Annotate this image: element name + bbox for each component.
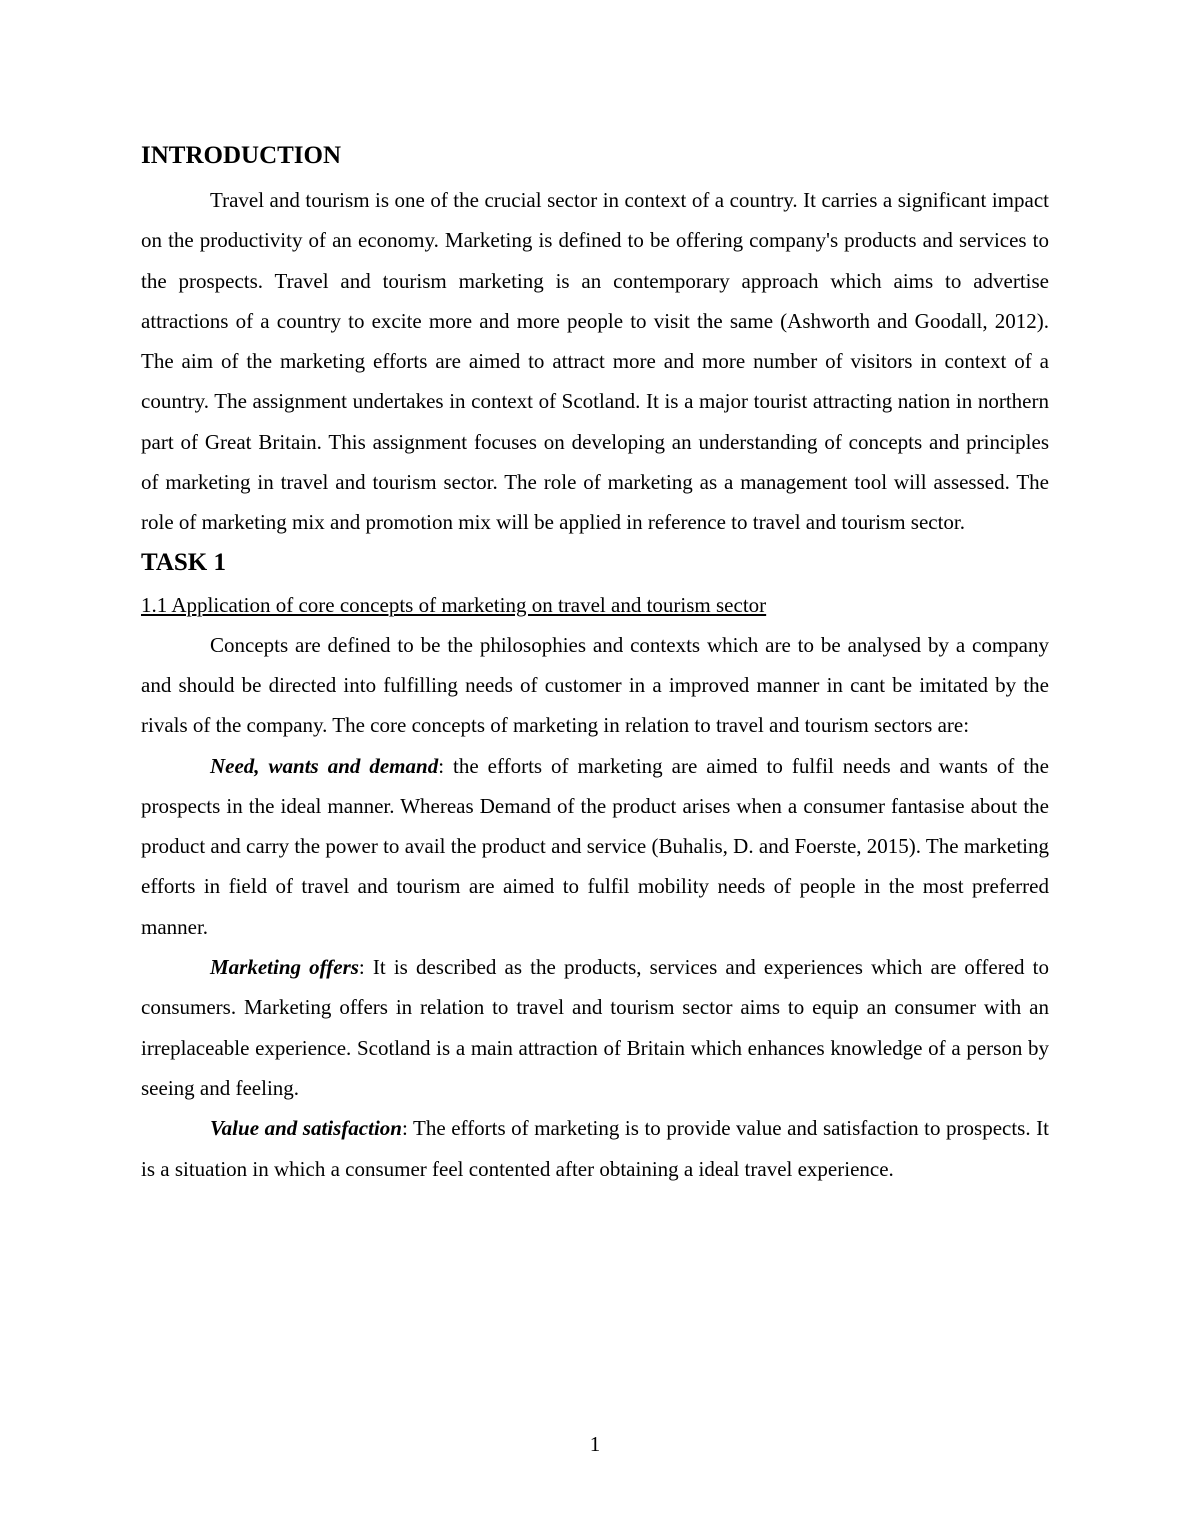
task1-subheading: 1.1 Application of core concepts of marketing on travel and tourism sector [141, 592, 767, 617]
concept-value-satisfaction [141, 1108, 1049, 1189]
concept-text: : It is described as the products, services and experiences which are offered to consumers. Marketing offers in relation to travel and tourism sector aims to equip an consumer with an irreplaceable experience. Scotland is a main attraction of Britain which enhances knowledge of a person by seeing and feeling. [141, 955, 1049, 1100]
concept-marketing-offers [141, 947, 1049, 1108]
document-page [141, 138, 1049, 1189]
concept-term: Marketing offers [210, 955, 359, 980]
task1-heading: TASK 1 [141, 548, 226, 576]
concept-term: Need, wants and demand [210, 753, 439, 778]
concept-need-wants-demand [141, 746, 1049, 947]
concepts-intro-paragraph: Concepts are defined to be the philosophies and contexts which are to be analysed by a company and should be directed into fulfilling needs of customer in a improved manner in cant be imitated by the rivals of the company. The core concepts of marketing in relation to travel and tourism sectors are: [141, 632, 1049, 738]
concept-text: : the efforts of marketing are aimed to fulfil needs and wants of the prospects in the ideal manner. Whereas Demand of the product arises when a consumer fantasise about the product and carry the power to avail the product and service (Buhalis, D. and Foerste, 2015). The marketing efforts in field of travel and tourism are aimed to fulfil mobility needs of people in the most preferred manner. [141, 753, 1049, 939]
introduction-paragraph: Travel and tourism is one of the crucial sector in context of a country. It carries a significant impact on the productivity of an economy. Marketing is defined to be offering company's products and services to the prospects. Travel and tourism marketing is an contemporary approach which aims to advertise attractions of a country to excite more and more people to visit the same (Ashworth and Goodall, 2012). The aim of the marketing efforts are aimed to attract more and more number of visitors in context of a country. The assignment undertakes in context of Scotland. It is a major tourist attracting nation in northern part of Great Britain. This assignment focuses on developing an understanding of concepts and principles of marketing in travel and tourism sector. The role of marketing as a management tool will assessed. The role of marketing mix and promotion mix will be applied in reference to travel and tourism sector. [141, 188, 1049, 535]
concept-text: : The efforts of marketing is to provide value and satisfaction to prospects. It is a situation in which a consumer feel contented after obtaining a ideal travel experience. [141, 1116, 1049, 1181]
concept-term: Value and satisfaction [210, 1116, 402, 1141]
page-number: 1 [589, 1432, 601, 1456]
introduction-heading: INTRODUCTION [141, 142, 342, 169]
